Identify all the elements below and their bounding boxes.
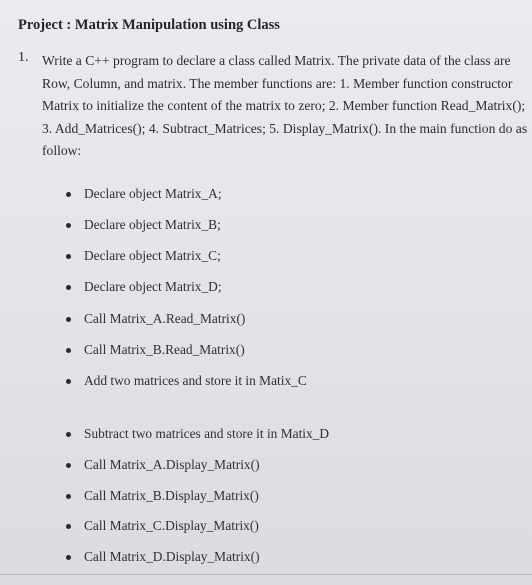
list-item-text: Declare object Matrix_A;	[84, 186, 222, 201]
list-item-text: Add two matrices and store it in Matix_C	[84, 373, 307, 388]
list-item-text: Call Matrix_D.Display_Matrix()	[84, 549, 260, 564]
page-divider	[0, 574, 532, 575]
bullet-icon	[66, 348, 71, 353]
list-item-text: Call Matrix_A.Read_Matrix()	[84, 311, 246, 326]
bullet-icon	[66, 254, 71, 259]
paragraph-line: follow:	[42, 143, 82, 158]
bullet-icon	[66, 524, 71, 529]
list-item-text: Call Matrix_C.Display_Matrix()	[84, 518, 259, 533]
list-item-text: Call Matrix_A.Display_Matrix()	[84, 457, 260, 472]
paragraph-line: 3. Add_Matrices(); 4. Subtract_Matrices; 5. Display_Matrix(). In the main function do as	[42, 120, 528, 136]
bullet-icon	[66, 432, 71, 437]
paragraph-line: Write a C++ program to declare a class called Matrix. The private data of the class are	[42, 53, 511, 68]
bullet-icon	[66, 494, 71, 499]
list-item-text: Declare object Matrix_B;	[84, 217, 221, 232]
list-item-text: Call Matrix_B.Read_Matrix()	[84, 342, 245, 357]
bullet-icon	[66, 192, 71, 197]
bullet-icon	[66, 223, 71, 228]
list-item-text: Declare object Matrix_C;	[84, 248, 221, 263]
list-item-text: Subtract two matrices and store it in Matix_D	[84, 426, 330, 441]
list-item-text: Declare object Matrix_D;	[84, 279, 222, 294]
bullet-icon	[66, 555, 71, 560]
bullet-icon	[66, 463, 71, 468]
bullet-icon	[66, 317, 71, 322]
paragraph-line: Row, Column, and matrix. The member functions are: 1. Member function constructor	[42, 75, 513, 91]
item-number: 1.	[18, 50, 29, 65]
project-title: Project : Matrix Manipulation using Class	[18, 17, 280, 33]
bullet-icon	[66, 285, 71, 290]
bullet-icon	[66, 379, 71, 384]
list-item-text: Call Matrix_B.Display_Matrix()	[84, 488, 259, 503]
paragraph-line: Matrix to initialize the content of the matrix to zero; 2. Member function Read_Matrix();	[42, 98, 526, 113]
